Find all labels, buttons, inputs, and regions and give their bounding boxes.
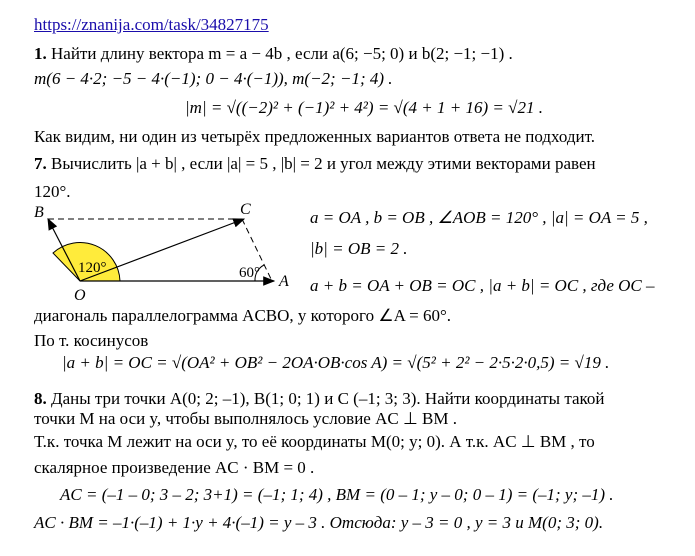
problem-7-cosine-note: По т. косинусов xyxy=(34,331,149,350)
problem-7-relation-3: a + b = OA + OB = OC , |a + b| = OC , где OC – xyxy=(310,276,655,295)
problem-8-answer: AC · BM = –1·(–1) + 1·y + 4·(–1) = y – 3 . Отсюда: y – 3 = 0 , y = 3 и M(0; 3; 0). xyxy=(34,513,604,532)
label-B: B xyxy=(34,204,44,221)
problem-8-statement: 8. Даны три точки A(0; 2; –1), B(1; 0; 1) и C (–1; 3; 3). Найти координаты такой xyxy=(34,389,605,408)
problem-8-solution-2: скалярное произведение AC · BM = 0 . xyxy=(34,458,315,477)
problem-1-conclusion: Как видим, ни один из четырёх предложенных вариантов ответа не подходит. xyxy=(34,127,596,146)
problem-7-statement-cont: 120°. xyxy=(34,182,71,201)
problem-1-length-formula: |m| = √((−2)² + (−1)² + 4²) = √(4 + 1 + 16) = √21 . xyxy=(185,98,543,117)
label-A: A xyxy=(279,273,289,290)
angle-label-60: 60° xyxy=(239,265,260,281)
problem-8-statement-cont: точки M на оси y, чтобы выполнялось условие AC ⊥ BM . xyxy=(34,409,457,428)
problem-8-solution-1: Т.к. точка M лежит на оси y, то её координаты M(0; y; 0). А т.к. AC ⊥ BM , то xyxy=(34,432,595,451)
problem-7-formula: |a + b| = OC = √(OA² + OB² − 2OA·OB·cos A) = √(5² + 2² − 2·5·2·0,5) = √19 . xyxy=(62,353,610,372)
problem-7-relation-1: a = OA , b = OB , ∠AOB = 120° , |a| = OA = 5 , xyxy=(310,208,648,227)
label-C: C xyxy=(240,202,251,218)
problem-8-vectors: AC = (–1 – 0; 3 – 2; 3+1) = (–1; 1; 4) , BM = (0 – 1; y – 0; 0 – 1) = (–1; y; –1) . xyxy=(60,485,614,504)
problem-7-statement: 7. Вычислить |a + b| , если |a| = 5 , |b| = 2 и угол между этими векторами равен xyxy=(34,154,596,173)
problem-1-coords: m(6 − 4·2; −5 − 4·(−1); 0 − 4·(−1)), m(−2; −1; 4) . xyxy=(34,69,393,88)
label-O: O xyxy=(74,287,86,302)
problem-7-relation-4: диагональ параллелограмма ACBO, у которого ∠A = 60°. xyxy=(34,306,452,325)
problem-7-relation-2: |b| = OB = 2 . xyxy=(310,239,408,258)
angle-label-120: 120° xyxy=(78,260,107,276)
problem-1-statement: 1. Найти длину вектора m = a − 4b , если a(6; −5; 0) и b(2; −1; −1) . xyxy=(34,44,513,63)
parallelogram-figure xyxy=(30,202,295,302)
source-link[interactable]: https://znanija.com/task/34827175 xyxy=(34,15,269,34)
